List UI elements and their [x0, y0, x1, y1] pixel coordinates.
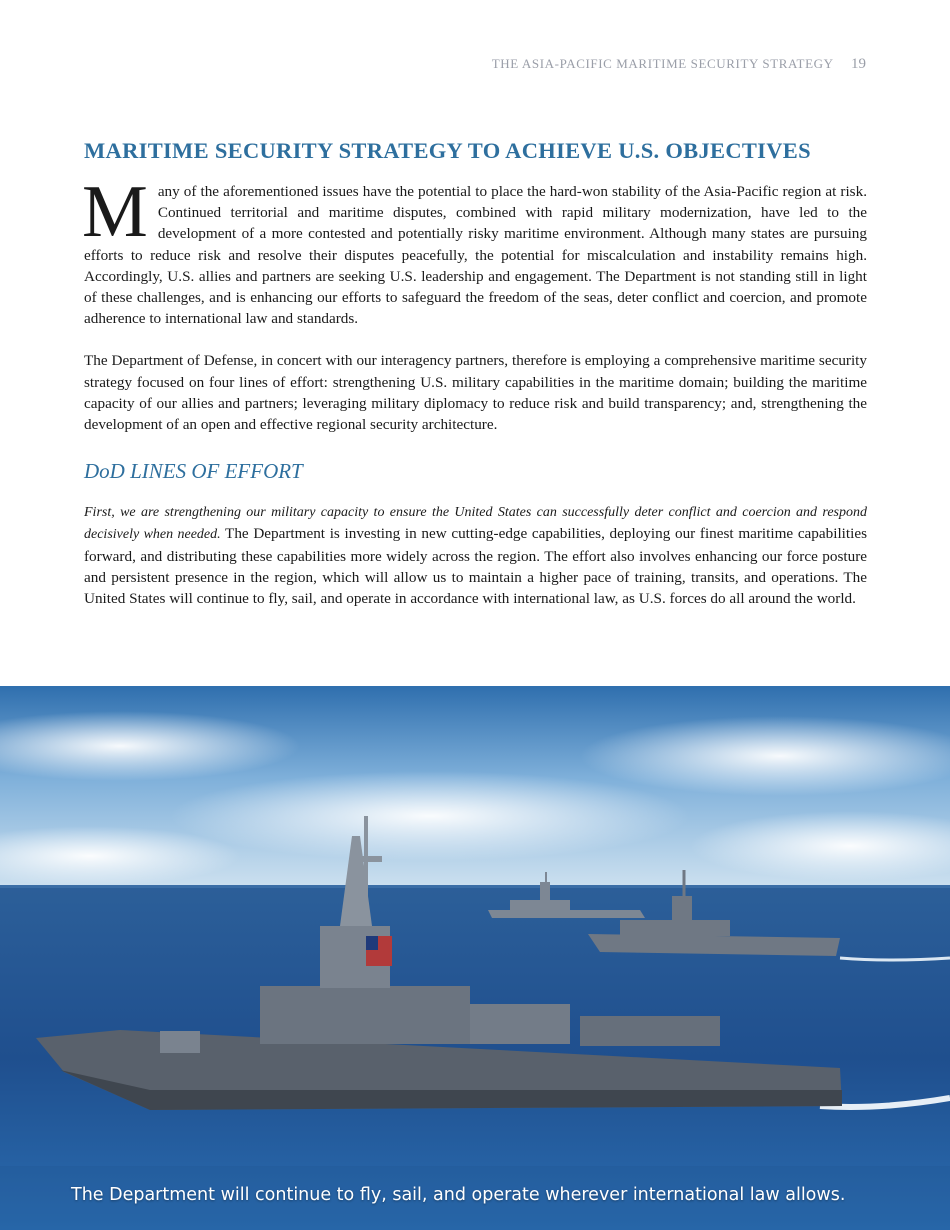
subsection-title: DoD LINES OF EFFORT [84, 459, 303, 484]
horizon-line [0, 885, 950, 888]
section-title: MARITIME SECURITY STRATEGY TO ACHIEVE U.S. OBJECTIVES [84, 138, 811, 163]
photo-caption: The Department will continue to fly, sail, and operate wherever international law allows. [71, 1185, 846, 1205]
cloud [170, 771, 690, 861]
page-number: 19 [851, 56, 866, 72]
lines-of-effort-text: The Department is investing in new cutting-edge capabilities, deploying our finest maritime capabilities forward, and distributing these capabilities more widely across the region. The effort also involves enhancing our force posture and persistent presence in the region, which will allow us to maintain a higher pace of training, transits, and operations. The United States will continue to fly, sail, and operate in accordance with international law, as U.S. forces do all around the world. [84, 525, 867, 608]
running-title: THE ASIA-PACIFIC MARITIME SECURITY STRATEGY [491, 56, 834, 71]
intro-paragraph-text: any of the aforementioned issues have the potential to place the hard-won stability of the Asia-Pacific region at risk. Continued territorial and maritime disputes, combined with rapid military modernization, have led to the development of a more contested and potentially risky maritime environment. Although many states are pursuing efforts to reduce risk and resolve their disputes peacefully, the potential for miscalculation and instability remains high. Accordingly, U.S. allies and partners are seeking U.S. leadership and engagement. The Department is not standing still in light of these challenges, and is enhancing our efforts to safeguard the freedom of the seas, deter conflict and coercion, and promote adherence to international law and standards. [84, 183, 867, 328]
lines-of-effort-paragraph [84, 501, 867, 609]
drop-cap: M [82, 171, 148, 253]
strategy-paragraph: The Department of Defense, in concert with our interagency partners, therefore is employing a comprehensive maritime security strategy focused on four lines of effort: strengthening U.S. military capabilities in the maritime domain; building the maritime capacity of our allies and partners; leveraging military diplomacy to reduce risk and build transparency; and, strengthening the development of an open and effective regional security architecture. [84, 352, 867, 434]
warship-photo [0, 686, 950, 1230]
lead-sentence: First, we are strengthening our military capacity to ensure the United States can successfully deter conflict and coercion and respond decisively when needed. [84, 505, 867, 543]
intro-paragraph [82, 171, 867, 329]
main-content [84, 138, 867, 609]
running-header [492, 56, 866, 73]
